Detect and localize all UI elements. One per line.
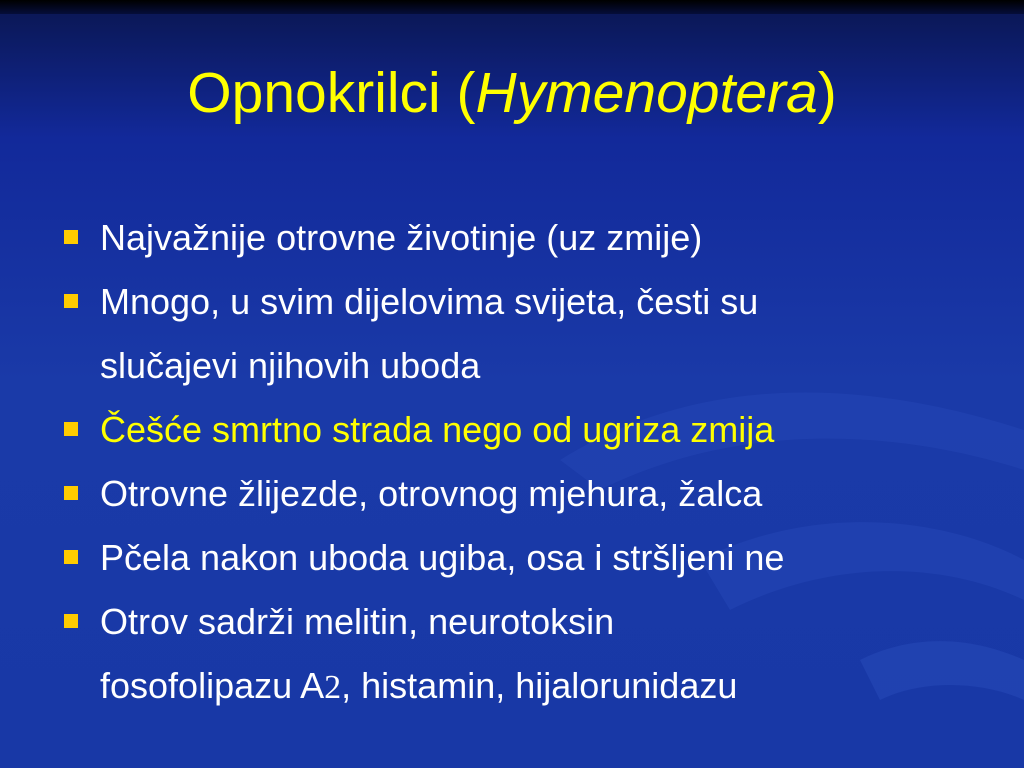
- bullet-text: Mnogo, u svim dijelovima svijeta, česti su: [100, 281, 759, 322]
- square-bullet-icon: [64, 294, 78, 308]
- bullet-list: [62, 206, 1002, 720]
- bullet-text: Otrov sadrži melitin, neurotoksin: [100, 601, 615, 642]
- bullet-text: Češće smrtno strada nego od ugriza zmija: [100, 409, 775, 450]
- title-text: Opnokrilci (: [187, 61, 476, 125]
- square-bullet-icon: [64, 550, 78, 564]
- bullet-item: [62, 526, 1002, 590]
- bullet-text-continuation: fosofolipazu A: [100, 665, 325, 706]
- bullet-text-digit: 2: [324, 669, 342, 706]
- slide-title: [0, 58, 1024, 128]
- bullet-text: Otrovne žlijezde, otrovnog mjehura, žalca: [100, 473, 763, 514]
- bullet-text-continuation: slučajevi njihovih uboda: [100, 345, 481, 386]
- square-bullet-icon: [64, 230, 78, 244]
- bullet-text: Najvažnije otrovne životinje (uz zmije): [100, 217, 703, 258]
- title-closing: ): [817, 61, 837, 125]
- bullet-item-highlighted: [62, 398, 1002, 462]
- bullet-item: [62, 270, 1002, 398]
- square-bullet-icon: [64, 614, 78, 628]
- bullet-text: Pčela nakon uboda ugiba, osa i stršljeni ne: [100, 537, 785, 578]
- bullet-item: [62, 206, 1002, 270]
- title-latin-name: Hymenoptera: [475, 61, 818, 125]
- square-bullet-icon: [64, 486, 78, 500]
- bullet-item: [62, 590, 1002, 720]
- bullet-item: [62, 462, 1002, 526]
- square-bullet-icon: [64, 422, 78, 436]
- bullet-text-continuation-end: , histamin, hijalorunidazu: [341, 665, 738, 706]
